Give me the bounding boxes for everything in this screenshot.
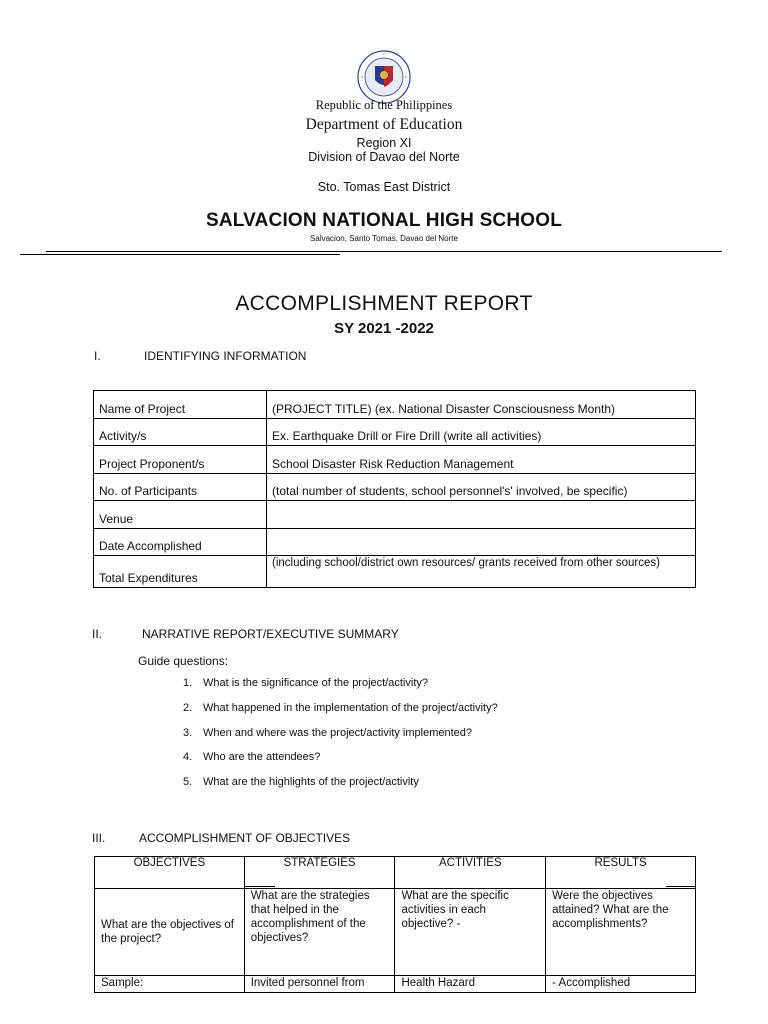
row-value: Ex. Earthquake Drill or Fire Drill (write all activities): [267, 418, 696, 446]
guide-questions-label: Guide questions:: [138, 654, 229, 668]
table-row: [95, 976, 696, 993]
division-line: Division of Davao del Norte: [308, 150, 460, 164]
header-divider: [46, 251, 722, 252]
column-header: ACTIVITIES: [395, 857, 546, 889]
cell-corner-mark: [666, 886, 696, 887]
row-key: Venue: [94, 501, 267, 529]
row-key: Date Accomplished: [94, 528, 267, 556]
row-value: School Disaster Risk Reduction Management: [267, 446, 696, 474]
table-cell: What are the objectives of the project?: [95, 889, 245, 976]
school-name: SALVACION NATIONAL HIGH SCHOOL: [205, 210, 563, 231]
row-key: Activity/s: [94, 418, 267, 446]
section-label: IDENTIFYING INFORMATION: [144, 349, 307, 363]
row-key: Name of Project: [94, 391, 267, 419]
row-value: [267, 501, 696, 529]
table-row: [95, 889, 696, 976]
table-cell: What are the specific activities in each objective? -: [395, 889, 546, 976]
table-cell: What are the strategies that helped in the accomplishment of the objectives?: [244, 889, 395, 976]
objectives-table: [94, 856, 696, 993]
section-label: ACCOMPLISHMENT OF OBJECTIVES: [139, 831, 351, 845]
section-number: III.: [92, 831, 106, 845]
row-key: No. of Participants: [94, 473, 267, 501]
row-value: (PROJECT TITLE) (ex. National Disaster Consciousness Month): [267, 391, 696, 419]
list-item: 2. What happened in the implementation of the project/activity?: [183, 701, 498, 714]
table-cell: Sample:: [95, 976, 245, 993]
list-item: 3. When and where was the project/activity implemented?: [183, 726, 473, 739]
table-row: [94, 446, 696, 474]
section-number: I.: [94, 349, 101, 363]
district-line: Sto. Tomas East District: [317, 180, 451, 194]
column-header: OBJECTIVES: [95, 857, 245, 889]
department-name: Department of Education: [305, 116, 463, 133]
guide-questions-list: [183, 671, 498, 795]
table-row: [94, 528, 696, 556]
section-number: II.: [92, 627, 103, 641]
deped-seal-logo: [357, 50, 411, 104]
table-header-row: [95, 857, 696, 889]
school-address: Salvacion, Santo Tomas, Davao del Norte: [310, 234, 458, 243]
table-cell: Invited personnel from: [244, 976, 395, 993]
table-row: [94, 391, 696, 419]
table-row: [94, 501, 696, 529]
header-divider-short: [20, 254, 340, 255]
table-cell: Were the objectives attained? What are the accomplishments?: [546, 889, 696, 976]
table-cell: - Accomplished: [546, 976, 696, 993]
table-row: [94, 556, 696, 588]
column-header: STRATEGIES: [244, 857, 395, 889]
report-title: ACCOMPLISHMENT REPORT: [235, 292, 533, 315]
cell-corner-mark: [245, 886, 275, 887]
list-item: 5. What are the highlights of the project/activity: [183, 776, 419, 789]
list-item: 4. Who are the attendees?: [183, 751, 321, 764]
row-key: Project Proponent/s: [94, 446, 267, 474]
column-header: RESULTS: [546, 857, 696, 889]
list-item: 1. What is the significance of the project/activity?: [183, 677, 428, 689]
table-cell: Health Hazard: [395, 976, 546, 993]
identifying-info-table: [93, 390, 696, 588]
row-value: [267, 528, 696, 556]
row-value: (total number of students, school personnel's' involved, be specific): [267, 473, 696, 501]
republic-line: Republic of the Philippines: [315, 98, 453, 112]
section-label: NARRATIVE REPORT/EXECUTIVE SUMMARY: [142, 627, 399, 641]
table-row: [94, 473, 696, 501]
table-row: [94, 418, 696, 446]
school-year: SY 2021 -2022: [334, 320, 434, 337]
row-key: Total Expenditures: [94, 556, 267, 588]
row-value: (including school/district own resources/ grants received from other sources): [267, 556, 696, 588]
region-line: Region XI: [356, 136, 412, 150]
